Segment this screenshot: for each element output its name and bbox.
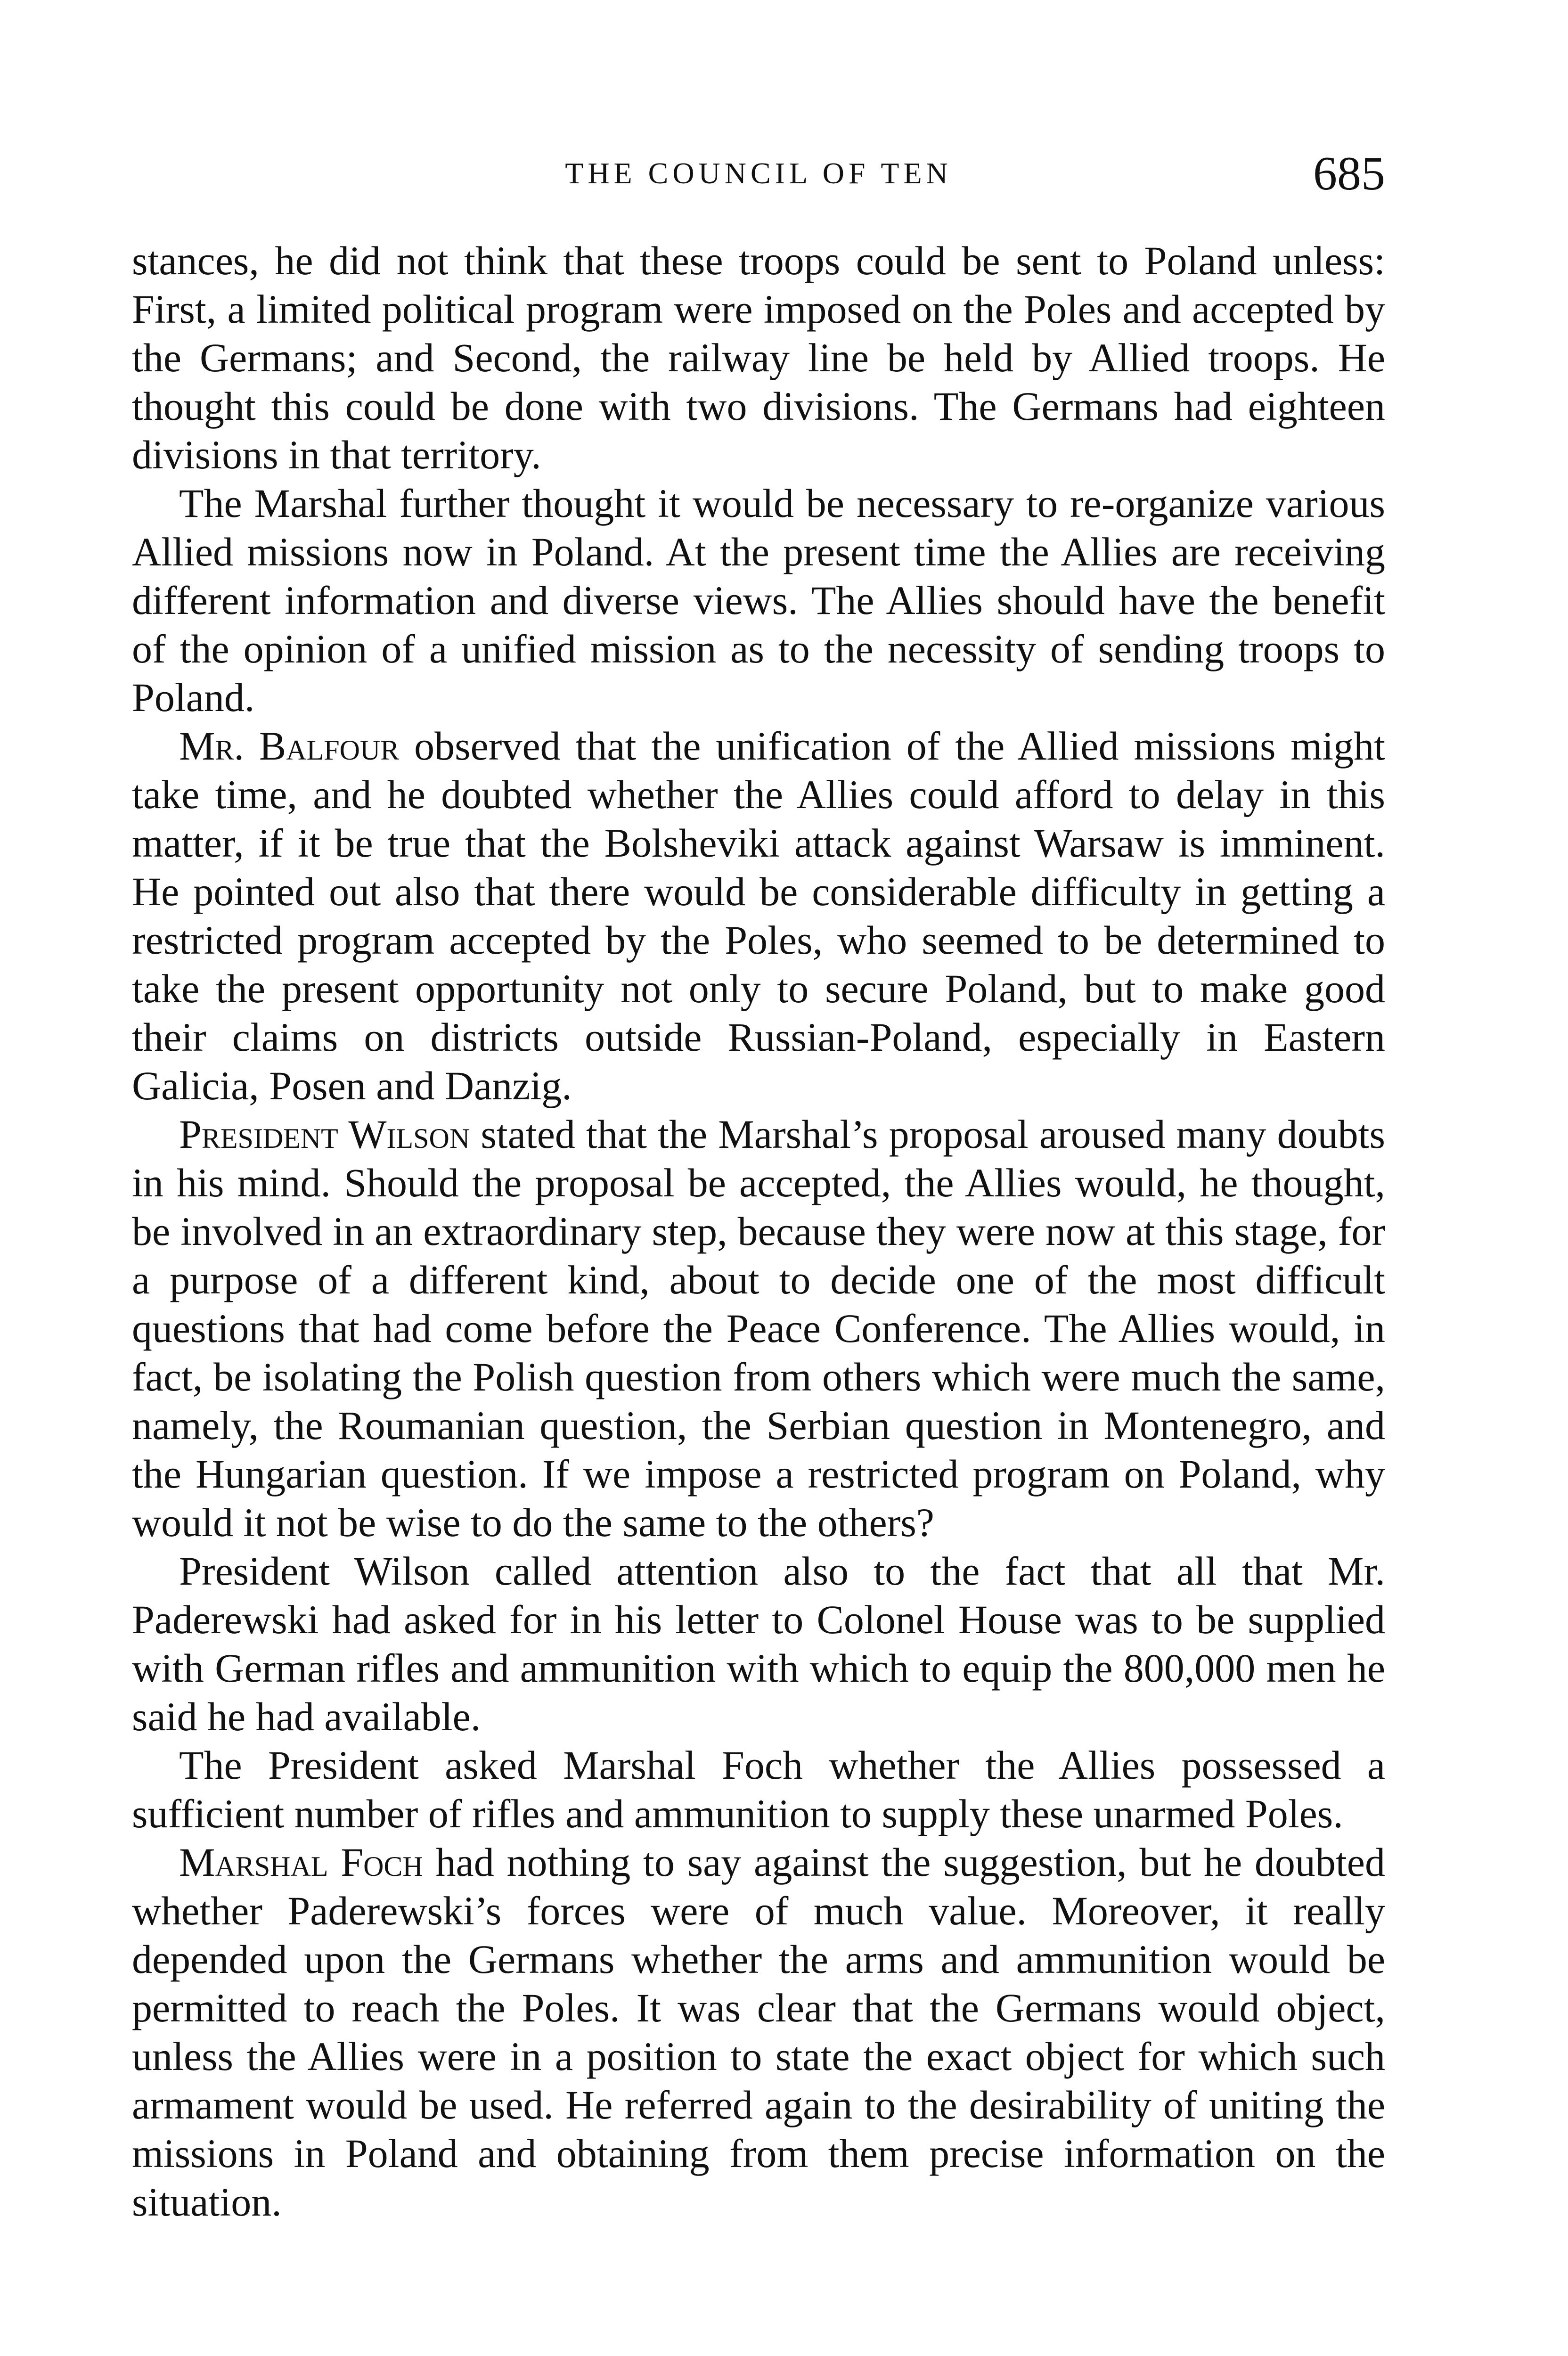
running-header	[132, 147, 1385, 206]
paragraph-2	[132, 479, 1385, 722]
paragraph-7-text: had nothing to say against the suggestion, but he doubted whether Paderewski’s forces were of much value. Moreover, it really depended upon the Germans whether the arms and ammunition would be permitted to reach the Poles. It was clear that the Germans would object, unless the Allies were in a position to state the exact object for which such armament would be used. He referred again to the desirability of uniting the missions in Poland and obtaining from them precise information on the situation.	[132, 1840, 1385, 2225]
paragraph-3	[132, 722, 1385, 1110]
paragraph-2-text: The Marshal further thought it would be necessary to re-organize various Allied missions now in Poland. At the present time the Allies are receiving different information and diverse views. The Allies should have the benefit of the opinion of a unified mission as to the necessity of sending troops to Poland.	[132, 481, 1385, 720]
speaker-mr-balfour: Mr. Balfour	[179, 723, 400, 769]
paragraph-7	[132, 1838, 1385, 2226]
paragraph-1-text: stances, he did not think that these troops could be sent to Poland unless: First, a limited political program were imposed on the Poles and accepted by the Germans; and Second, the railway line be held by Allied troops. He thought this could be done with two divisions. The Germans had eighteen divisions in that territory.	[132, 238, 1385, 477]
paragraph-1	[132, 237, 1385, 479]
paragraph-5	[132, 1547, 1385, 1741]
page-number: 685	[1313, 147, 1385, 200]
paragraph-4-text: stated that the Marshal’s proposal aroused many doubts in his mind. Should the proposal be accepted, the Allies would, he thought, be involved in an extraordinary step, because they were now at this stage, for a purpose of a different kind, about to decide one of the most difficult questions that had come before the Peace Conference. The Allies would, in fact, be isolating the Polish question from others which were much the same, namely, the Roumanian question, the Serbian question in Montenegro, and the Hungarian question. If we impose a restricted program on Poland, why would it not be wise to do the same to the others?	[132, 1112, 1385, 1545]
paragraph-6	[132, 1741, 1385, 1838]
paragraph-3-text: observed that the unification of the Allied missions might take time, and he doubted whether the Allies could afford to delay in this matter, if it be true that the Bolsheviki attack against Warsaw is imminent. He pointed out also that there would be considerable difficulty in getting a restricted program accepted by the Poles, who seemed to be determined to take the present opportunity not only to secure Poland, but to make good their claims on districts outside Russian-Poland, especially in Eastern Galicia, Posen and Danzig.	[132, 723, 1385, 1108]
speaker-president-wilson: President Wilson	[179, 1112, 470, 1157]
speaker-marshal-foch: Marshal Foch	[179, 1840, 423, 1885]
running-title: THE COUNCIL OF TEN	[565, 156, 952, 190]
document-body	[132, 237, 1385, 2226]
paragraph-4	[132, 1110, 1385, 1547]
paragraph-5-text: President Wilson called attention also to the fact that all that Mr. Paderewski had asked for in his letter to Colonel House was to be supplied with German rifles and ammunition with which to equip the 800,000 men he said he had available.	[132, 1548, 1385, 1739]
paragraph-6-text: The President asked Marshal Foch whether the Allies possessed a sufficient number of rifles and ammunition to supply these unarmed Poles.	[132, 1742, 1385, 1836]
